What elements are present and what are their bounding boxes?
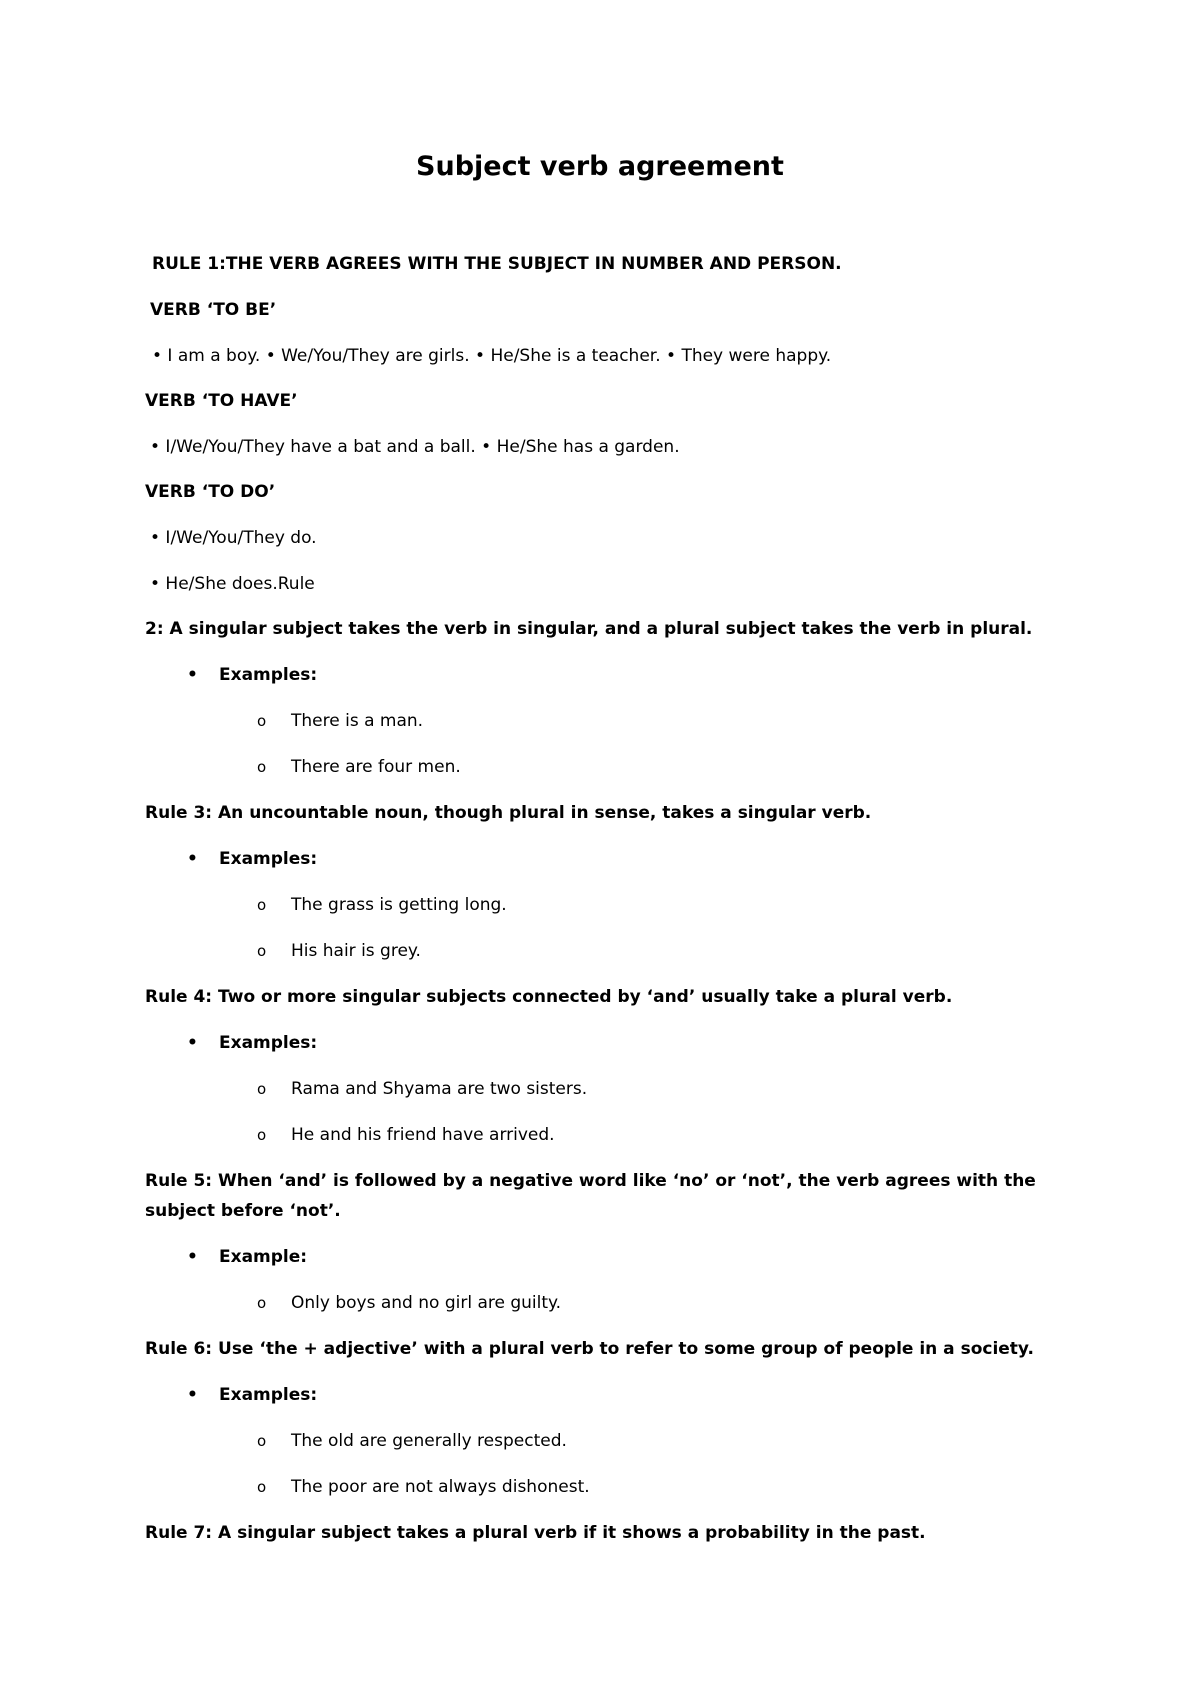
sub-bullet-icon: o [257, 712, 267, 730]
sub-bullet-icon: o [257, 942, 267, 960]
rule-5-examples-label: Example: [219, 1247, 308, 1267]
bullet-icon: • [187, 1033, 198, 1053]
rule-6-example-2: The poor are not always dishonest. [291, 1477, 590, 1497]
rule-2-example-2: There are four men. [291, 757, 461, 777]
bullet-icon: • [187, 1385, 198, 1405]
sub-bullet-icon: o [257, 1432, 267, 1450]
rule-2-heading: 2: A singular subject takes the verb in singular, and a plural subject takes the verb in plural. [145, 619, 1033, 639]
verb-to-do-example-2: • He/She does.Rule [150, 574, 315, 594]
rule-2-examples-label: Examples: [219, 665, 318, 685]
rule-4-heading: Rule 4: Two or more singular subjects connected by ‘and’ usually take a plural verb. [145, 987, 953, 1007]
rule-6-example-1: The old are generally respected. [291, 1431, 567, 1451]
rule-3-examples-label: Examples: [219, 849, 318, 869]
sub-bullet-icon: o [257, 896, 267, 914]
verb-to-be-examples: • I am a boy. • We/You/They are girls. • He/She is a teacher. • They were happy. [152, 346, 832, 366]
rule-6-heading: Rule 6: Use ‘the + adjective’ with a plural verb to refer to some group of people in a society. [145, 1339, 1034, 1359]
rule-3-example-1: The grass is getting long. [291, 895, 507, 915]
rule-4-example-2: He and his friend have arrived. [291, 1125, 555, 1145]
rule-3-heading: Rule 3: An uncountable noun, though plural in sense, takes a singular verb. [145, 803, 872, 823]
sub-bullet-icon: o [257, 1126, 267, 1144]
bullet-icon: • [187, 849, 198, 869]
verb-to-have-examples: • I/We/You/They have a bat and a ball. • He/She has a garden. [150, 437, 680, 457]
page-title: Subject verb agreement [416, 151, 784, 182]
rule-5-heading-cont: subject before ‘not’. [145, 1201, 341, 1221]
bullet-icon: • [187, 1247, 198, 1267]
verb-to-do-example-1: • I/We/You/They do. [150, 528, 317, 548]
rule-6-examples-label: Examples: [219, 1385, 318, 1405]
verb-to-be-heading: VERB ‘TO BE’ [150, 300, 277, 320]
rule-4-examples-label: Examples: [219, 1033, 318, 1053]
rule-5-example-1: Only boys and no girl are guilty. [291, 1293, 562, 1313]
rule-7-heading: Rule 7: A singular subject takes a plural verb if it shows a probability in the past. [145, 1523, 926, 1543]
rule-1-heading: RULE 1:THE VERB AGREES WITH THE SUBJECT IN NUMBER AND PERSON. [152, 254, 842, 274]
rule-4-example-1: Rama and Shyama are two sisters. [291, 1079, 588, 1099]
verb-to-do-heading: VERB ‘TO DO’ [145, 482, 276, 502]
sub-bullet-icon: o [257, 1478, 267, 1496]
bullet-icon: • [187, 665, 198, 685]
verb-to-have-heading: VERB ‘TO HAVE’ [145, 391, 298, 411]
rule-5-heading: Rule 5: When ‘and’ is followed by a negative word like ‘no’ or ‘not’, the verb agrees with the [145, 1171, 1036, 1191]
sub-bullet-icon: o [257, 1294, 267, 1312]
rule-2-example-1: There is a man. [291, 711, 424, 731]
sub-bullet-icon: o [257, 1080, 267, 1098]
rule-3-example-2: His hair is grey. [291, 941, 421, 961]
sub-bullet-icon: o [257, 758, 267, 776]
